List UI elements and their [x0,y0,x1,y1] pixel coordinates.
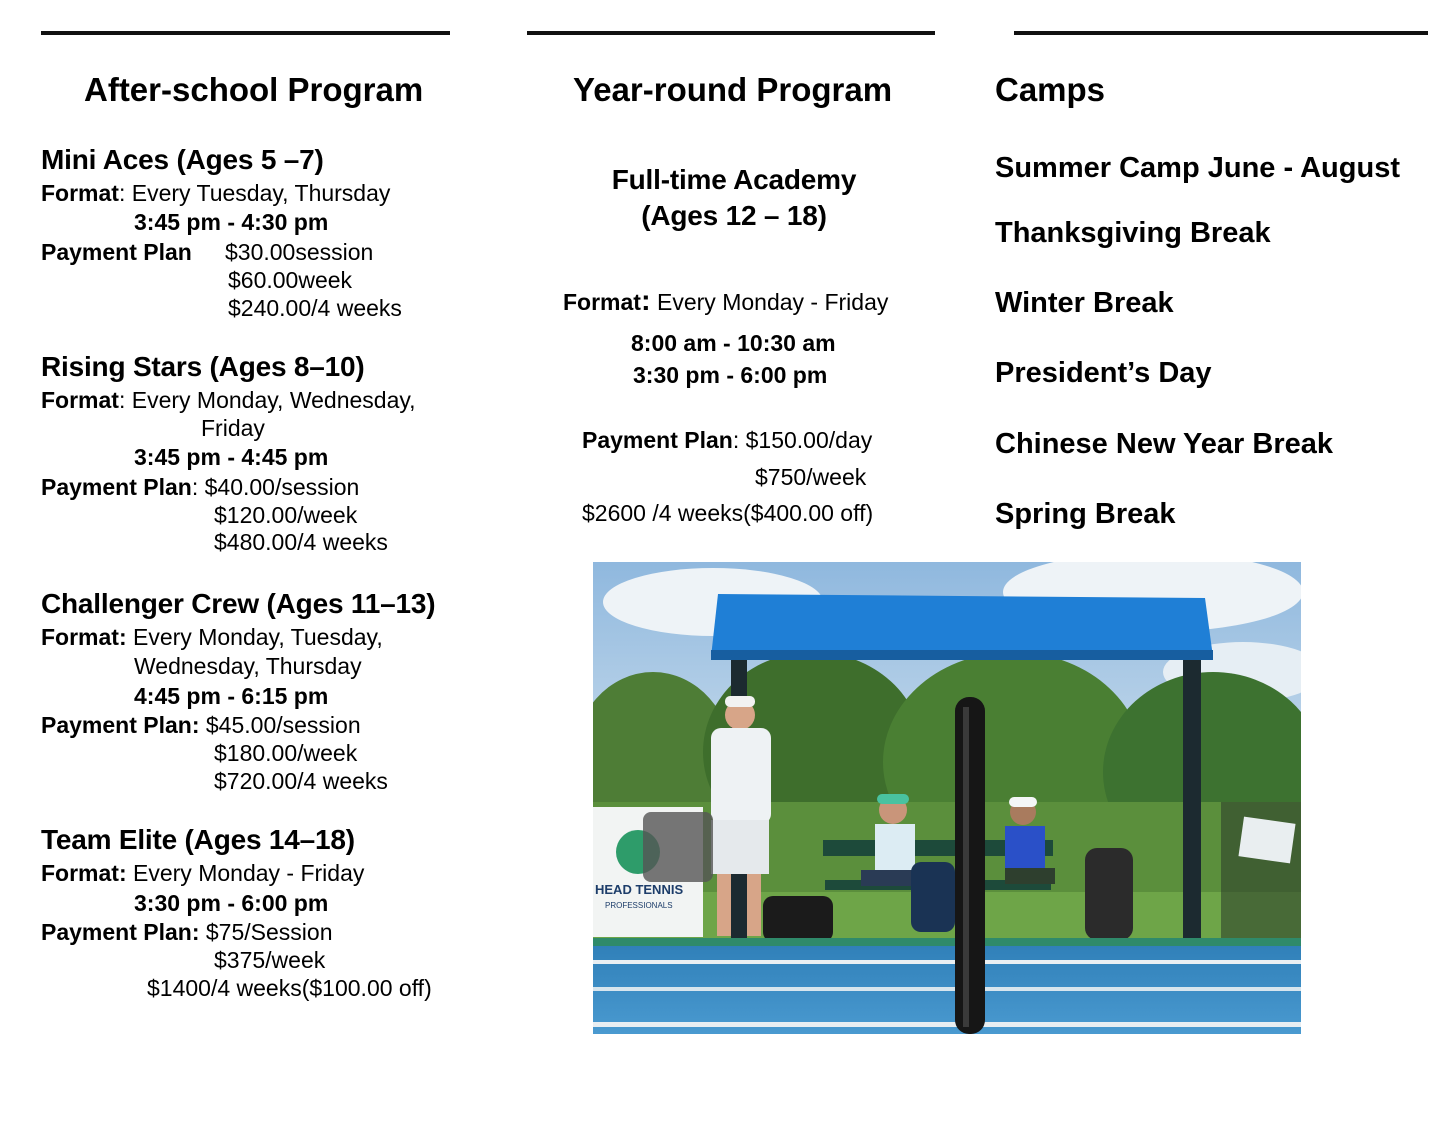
payment-value: $75/Session [205,919,333,945]
player-leg [717,874,731,936]
challenger-crew-payment-3: $720.00/4 weeks [214,768,388,794]
year-round-heading: Year-round Program [573,71,893,108]
column-divider-year-round [527,31,935,35]
format-colon: : [640,285,651,317]
payment-value: $45.00/session [205,712,361,738]
challenger-crew-payment-2: $180.00/week [214,740,358,766]
rising-stars-payment-2: $120.00/week [214,502,358,528]
format-separator: : [118,387,132,413]
payment-value: $40.00/session [204,474,360,500]
academy-payment-2: $750/week [755,464,867,490]
camp-item-chinese-new-year: Chinese New Year Break [995,428,1333,460]
court-line [593,1022,1301,1027]
shelter-roof-edge [711,650,1213,660]
format-label: Format: [41,860,127,886]
racket-foreground-highlight [963,707,969,1027]
mini-aces-payment-2: $60.00week [228,267,353,293]
challenger-crew-time: 4:45 pm - 6:15 pm [134,683,329,709]
player-shorts [711,820,769,874]
team-elite-format [41,859,364,887]
payment-label: Payment Plan [582,427,733,453]
player-shirt [711,728,771,824]
team-elite-payment-3: $1400/4 weeks($100.00 off) [147,975,432,1001]
court-line [593,987,1301,991]
program-title-challenger-crew: Challenger Crew (Ages 11–13) [41,588,436,619]
after-school-heading: After-school Program [84,71,424,108]
bag [1085,848,1133,940]
format-value: Every Monday, Tuesday, [133,624,383,650]
player-cap [725,696,755,707]
payment-label: Payment Plan: [41,712,200,738]
player-shirt [1005,826,1045,868]
mini-aces-time: 3:45 pm - 4:30 pm [134,209,329,235]
bag [911,862,955,932]
banner-text: HEAD TENNIS [595,882,684,897]
camp-item-presidents-day: President’s Day [995,357,1212,389]
team-elite-time: 3:30 pm - 6:00 pm [134,890,329,916]
bag [763,896,833,942]
format-separator: : [118,180,132,206]
program-title-team-elite: Team Elite (Ages 14–18) [41,824,355,855]
format-label: Format [563,289,641,315]
player-cap [1009,797,1037,807]
player-shorts [1005,868,1055,884]
shelter-post-right [1183,660,1201,940]
payment-value: $150.00/day [745,427,873,453]
camp-item-winter: Winter Break [995,287,1174,319]
academy-time-1: 8:00 am - 10:30 am [631,330,836,356]
academy-time-2: 3:30 pm - 6:00 pm [633,362,828,388]
rising-stars-time: 3:45 pm - 4:45 pm [134,444,329,470]
format-value: Every Monday - Friday [133,860,365,886]
player-shorts [861,870,915,886]
academy-payment [582,426,872,454]
rising-stars-payment [41,473,359,501]
camp-item-thanksgiving: Thanksgiving Break [995,217,1271,249]
player-cap [877,794,909,804]
academy-payment-3: $2600 /4 weeks($400.00 off) [582,500,874,526]
camp-item-summer: Summer Camp June - August [995,152,1400,184]
column-divider-camps [1014,31,1428,35]
court-apron [593,938,1301,946]
player-leg [747,874,761,936]
program-title-mini-aces: Mini Aces (Ages 5 –7) [41,144,324,175]
team-elite-payment-2: $375/week [214,947,326,973]
tennis-court-photo [593,562,1301,1034]
fence-sign [1238,817,1295,864]
mini-aces-payment-1: $30.00session [225,239,374,265]
tennis-court-illustration [593,562,1301,1034]
shelter-roof [711,594,1213,657]
mini-aces-format [41,179,390,207]
academy-title-line1: Full-time Academy [611,164,857,195]
challenger-crew-format [41,623,383,651]
format-label: Format: [41,624,127,650]
ball-cart [643,812,713,882]
column-divider-after-school [41,31,450,35]
banner-subtext: PROFESSIONALS [605,901,673,910]
academy-title-line2: (Ages 12 – 18) [641,200,827,231]
camp-item-spring: Spring Break [995,498,1176,530]
academy-format [563,287,888,316]
payment-label: Payment Plan [41,239,192,265]
format-value: Every Monday - Friday [657,289,889,315]
program-title-rising-stars: Rising Stars (Ages 8–10) [41,351,365,382]
format-label: Format [41,387,119,413]
format-value: Every Tuesday, Thursday [131,180,391,206]
camps-heading: Camps [995,71,1106,108]
rising-stars-format-cont: Friday [201,415,265,441]
format-label: Format [41,180,119,206]
court-line [593,960,1301,964]
challenger-crew-payment [41,711,361,739]
payment-label: Payment Plan: [41,919,200,945]
payment-separator: : [191,474,205,500]
racket-foreground [955,697,985,1034]
rising-stars-payment-3: $480.00/4 weeks [214,529,388,555]
payment-separator: : [732,427,746,453]
format-value: Every Monday, Wednesday, [131,387,416,413]
rising-stars-format [41,386,416,414]
payment-label: Payment Plan [41,474,192,500]
player-shirt [875,824,915,870]
mini-aces-payment-label [41,238,192,266]
challenger-crew-format-cont: Wednesday, Thursday [134,653,362,679]
team-elite-payment [41,918,332,946]
mini-aces-payment-3: $240.00/4 weeks [228,295,402,321]
